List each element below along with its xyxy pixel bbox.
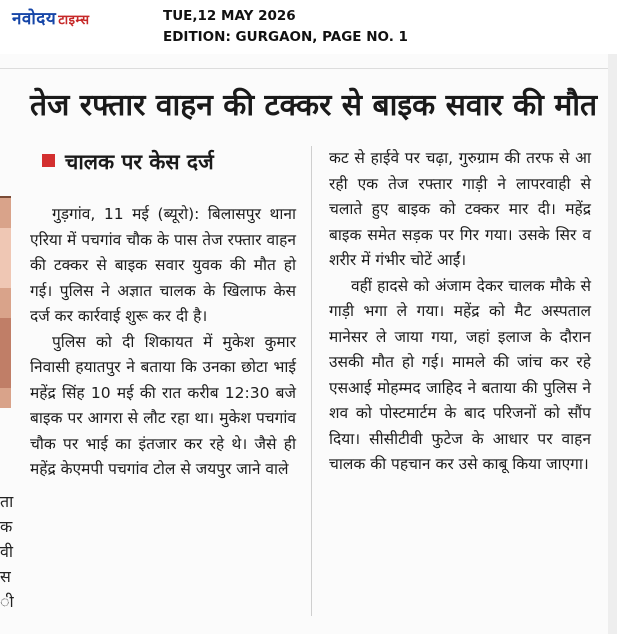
- article-headline: तेज रफ्तार वाहन की टक्कर से बाइक सवार की मौत: [30, 88, 598, 123]
- red-square-bullet-icon: [42, 154, 55, 167]
- column-divider: [311, 146, 312, 616]
- article-column-1: [30, 202, 296, 483]
- newspaper-clipping: [0, 54, 617, 634]
- paragraph: गुड़गांव, 11 मई (ब्यूरो): बिलासपुर थाना एरिया में पचगांव चौक के पास तेज रफ्तार वाहन की टक्कर से बाइक सवार युवक की मौत हो गई। पुलिस ने अज्ञात चालक के खिलाफ केस दर्ज कर कार्रवाई शुरू कर दी है।: [30, 205, 296, 325]
- article-column-2: [329, 146, 591, 478]
- article-subheadline: [42, 146, 214, 178]
- cut-off-text-strip: [0, 54, 617, 69]
- subheadline-text: चालक पर केस दर्ज: [65, 150, 214, 174]
- page-header: [0, 0, 617, 54]
- paragraph: पुलिस को दी शिकायत में मुकेश कुमार निवासी हयातपुर ने बताया कि उनका छोटा भाई महेंद्र सिंह 10 मई की रात करीब 12:30 बजे बाइक पर आगरा से लौट रहा था। मुकेश पचगांव चौक पर भाई का इंतजार कर रहे थे। जैसे ही महेंद्र केएमपी पचगांव टोल से जयपुर जाने वाले: [30, 332, 296, 478]
- edition-info: EDITION: GURGAON, PAGE NO. 1: [163, 29, 408, 45]
- paragraph: वहीं हादसे को अंजाम देकर चालक मौके से गाड़ी भगा ले गया। महेंद्र को मैट अस्पताल मानेसर ले जाया गया, जहां इलाज के दौरान उसकी मौत हो गई। मामले की जांच कर रहे एसआई मोहम्मद जाहिद ने बताया की पुलिस ने शव को पोस्टमार्टम के बाद परिजनों को सौंप दिया। सीसीटीवी फुटेज के आधार पर वाहन चालक की पहचान कर उसे काबू किया जाएगा।: [329, 276, 591, 473]
- logo-main: नवोदय: [12, 9, 57, 29]
- adjacent-photo-fragment: [0, 196, 11, 408]
- logo-sub: टाइम्स: [58, 13, 90, 28]
- left-edge-fragments: ता क वी स ी: [0, 492, 14, 611]
- page-edge: [608, 54, 617, 634]
- paragraph: कट से हाईवे पर चढ़ा, गुरुग्राम की तरफ से आ रही एक तेज रफ्तार गाड़ी ने लापरवाही से चलाते हुए बाइक को टक्कर मार दी। महेंद्र बाइक समेत सड़क पर गिर गया। उसके सिर व शरीर में गंभीर चोटें आईं।: [329, 149, 591, 269]
- edition-date: TUE,12 MAY 2026: [163, 8, 296, 24]
- newspaper-logo: [12, 6, 90, 29]
- edition-meta: [163, 6, 408, 48]
